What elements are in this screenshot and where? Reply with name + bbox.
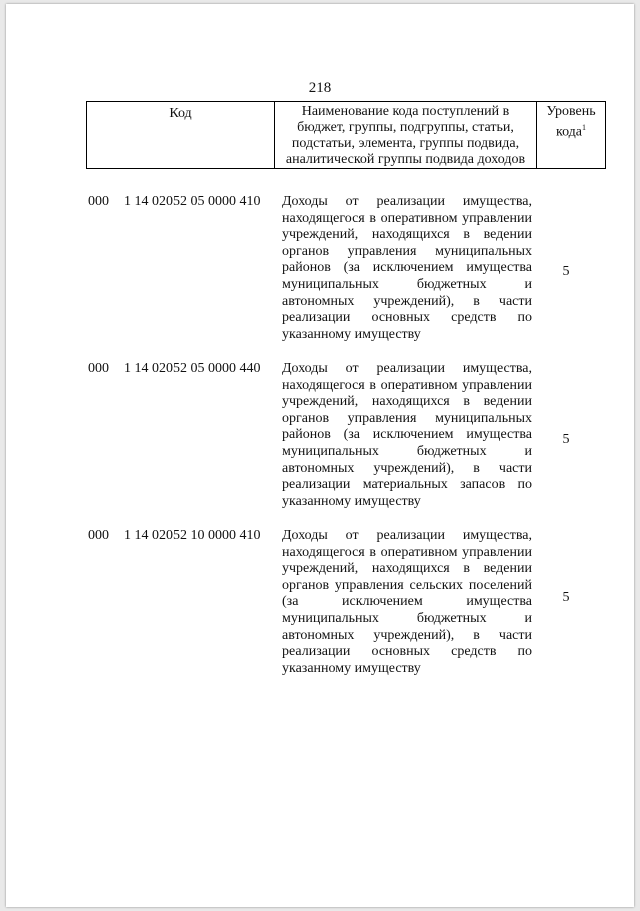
table-header [86, 101, 606, 169]
header-level [537, 102, 605, 168]
revenue-name: Доходы от реализации имущества, находящегося в оперативном управлении учреждений, находящихся в ведении органов управления муниципальных районов (за исключением имущества муниципальных бюджетных и автономных учреждений), в части реализации материальных запасов по указанному имуществу [282, 361, 532, 509]
admin-code: 000 [88, 528, 109, 543]
header-name: Наименование кода поступлений в бюджет, группы, подгруппы, статьи, подстатьи, элемента, группы подвида, аналитической группы подвида доходов [275, 102, 537, 168]
revenue-code: 1 14 02052 05 0000 410 [124, 194, 261, 209]
header-code: Код [87, 102, 275, 168]
revenue-code: 1 14 02052 05 0000 440 [124, 361, 261, 376]
admin-code: 000 [88, 194, 109, 209]
header-level-footnote: 1 [582, 123, 587, 132]
revenue-code: 1 14 02052 10 0000 410 [124, 528, 261, 543]
code-level: 5 [562, 432, 570, 447]
admin-code: 000 [88, 361, 109, 376]
code-level: 5 [562, 590, 570, 605]
page-number: 218 [308, 80, 332, 96]
document-page [6, 4, 634, 907]
revenue-name: Доходы от реализации имущества, находящегося в оперативном управлении учреждений, находящихся в ведении органов управления сельских поселений (за исключением имущества муниципальных бюджетных и автономных учреждений), в части реализации основных средств по указанному имуществу [282, 528, 532, 676]
code-level: 5 [562, 264, 570, 279]
revenue-name: Доходы от реализации имущества, находящегося в оперативном управлении учреждений, находящихся в ведении органов управления муниципальных районов (за исключением имущества муниципальных бюджетных и автономных учреждений), в части реализации основных средств по указанному имуществу [282, 194, 532, 342]
header-level-label: Уровень кода [546, 104, 596, 140]
